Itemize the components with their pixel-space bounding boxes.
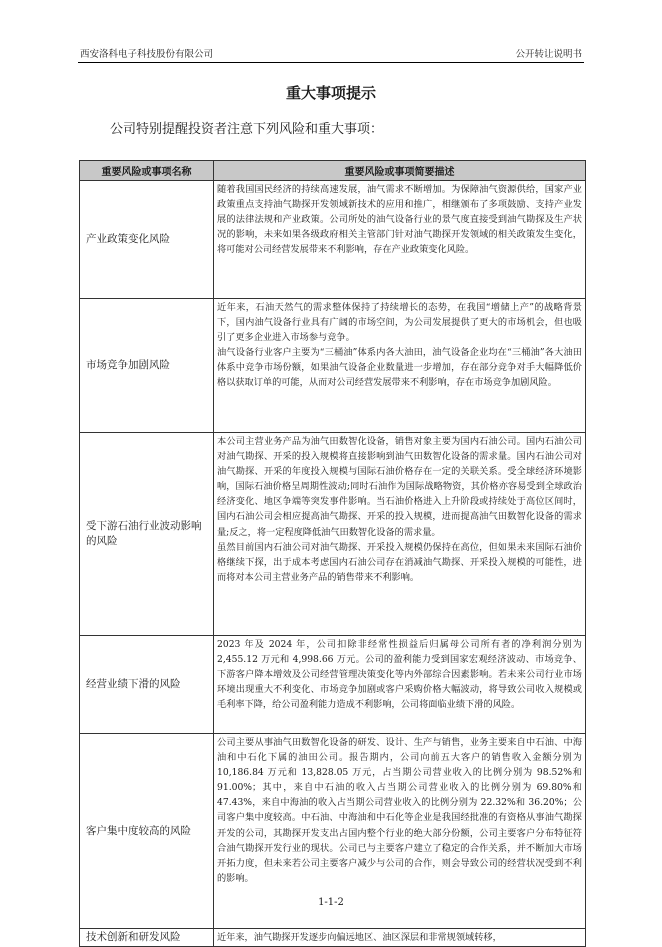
risk-description: [214, 636, 586, 734]
column-header-risk-description: 重要风险或事项简要描述: [214, 161, 586, 181]
description-paragraph: 近年来，油气勘探开发逐步向偏远地区、油区深层和非常规领域转移，: [217, 932, 502, 943]
risk-name: 市场竞争加剧风险: [80, 299, 214, 433]
description-paragraph: 公司主要从事油气田数智化设备的研发、设计、生产与销售，业务主要来自中石油、中海油和中石化下属的油田公司。报告期内，公司向前五大客户的销售收入金额分别为 10,186.84 万元和 13,828.05 万元，占当期公司营业收入的比例分别为 98.52%和 91.00%；其中，来自中石油的收入占当期公司营业收入的比例分别为 69.80%和 47.43%，来自中海油的收入占当期公司营业收入的比例分别为 22.32%和 36.20%；公司客户集中度较高。中石油、中海油和中石化等企业是我国经批准的有资格从事油气勘探开发的公司，其勘探开发支出占国内整个行业的绝大部分份额，公司主要客户分布特征符合油气勘探开发行业的现状。公司已与主要客户建立了稳定的合作关系，并不断加大市场开拓力度，但未来若公司主要客户减少与公司的合作，则会导致公司的经营状况受到不利的影响。: [217, 737, 582, 884]
risk-description: [214, 299, 586, 433]
company-name: 西安洛科电子科技股份有限公司: [80, 49, 214, 60]
table-row: [80, 299, 586, 433]
table-row: [80, 636, 586, 734]
page-header: [78, 44, 584, 63]
table-header-row: [80, 161, 586, 181]
document-type: 公开转让说明书: [515, 49, 582, 60]
description-paragraph: 2023 年及 2024 年，公司扣除非经常性损益后归属母公司所有者的净利润分别为 2,455.12 万元和 4,998.66 万元。公司的盈利能力受到国家宏观经济波动、市场竞争、下游客户降本增效及公司经营管理决策变化等内外部综合因素影响。若未来公司行业市场环境出现重大不利变化、市场竞争加剧或客户采购价格大幅波动，将导致公司收入规模或毛利率下降，给公司盈利能力造成不利影响，公司将面临业绩下滑的风险。: [217, 639, 582, 711]
risk-name: 客户集中度较高的风险: [80, 734, 214, 929]
risk-name: 产业政策变化风险: [80, 181, 214, 299]
description-paragraph: 近年来，石油天然气的需求整体保持了持续增长的态势，在我国“增储上产”的战略背景下，国内油气设备行业具有广阔的市场空间，为公司发展提供了更大的市场机会，但也吸引了更多企业进入市场参与竞争。: [217, 302, 582, 344]
description-paragraph: 油气设备行业客户主要为“三桶油”体系内各大油田，油气设备企业均在“三桶油”各大油田体系中竞争市场份额，如果油气设备企业数量进一步增加，存在部分竞争对手大幅降低价格以获取订单的可能，从而对公司经营发展带来不利影响，存在市场竞争加剧风险。: [217, 347, 582, 389]
table-row: [80, 181, 586, 299]
risk-description: [214, 929, 586, 947]
description-paragraph: 随着我国国民经济的持续高速发展，油气需求不断增加。为保障油气资源供给，国家产业政策重点支持油气勘探开发领域新技术的应用和推广，相继颁布了多项鼓励、支持产业发展的法律法规和产业政策。公司所处的油气设备行业的景气度直接受到油气勘探及生产状况的影响，未来如果各级政府相关主管部门针对油气勘探开发领域的相关政策发生变化，将可能对公司经营发展带来不利影响，存在产业政策变化风险。: [217, 184, 582, 256]
page-title: 重大事项提示: [285, 84, 376, 102]
risk-description: [214, 181, 586, 299]
risk-name: 受下游石油行业波动影响的风险: [80, 433, 214, 636]
risk-name: 技术创新和研发风险: [80, 929, 214, 947]
page-number: 1-1-2: [318, 897, 344, 908]
risk-name: 经营业绩下滑的风险: [80, 636, 214, 734]
table-row: [80, 929, 586, 947]
table-row: [80, 433, 586, 636]
risk-description: [214, 433, 586, 636]
description-paragraph: 虽然目前国内石油公司对油气勘探、开采投入规模仍保持在高位，但如果未来国际石油价格继续下探，出于成本考虑国内石油公司存在消减油气勘探、开采投入规模的可能性，进而将对本公司主营业务产品的销售带来不利影响。: [217, 541, 582, 583]
intro-text: 公司特别提醒投资者注意下列风险和重大事项：: [110, 122, 384, 137]
column-header-risk-name: 重要风险或事项名称: [80, 161, 214, 181]
description-paragraph: 本公司主营业务产品为油气田数智化设备，销售对象主要为国内石油公司。国内石油公司对油气勘探、开采的投入规模将直接影响到油气田数智化设备的需求量。国内石油公司对油气勘探、开采的年度投入规模与国际石油价格存在一定的关联关系。受全球经济环境影响，国际石油价格呈周期性波动;同时石油作为国际战略物资，其价格亦容易受到全球政治经济变化、地区争端等突发事件影响。当石油价格进入上升阶段或持续处于高位区间时，国内石油公司会相应提高油气勘探、开采的投入规模，进而提高油气田数智化设备的需求量;反之，将一定程度降低油气田数智化设备的需求量。: [217, 436, 582, 538]
risk-table: [79, 160, 586, 947]
